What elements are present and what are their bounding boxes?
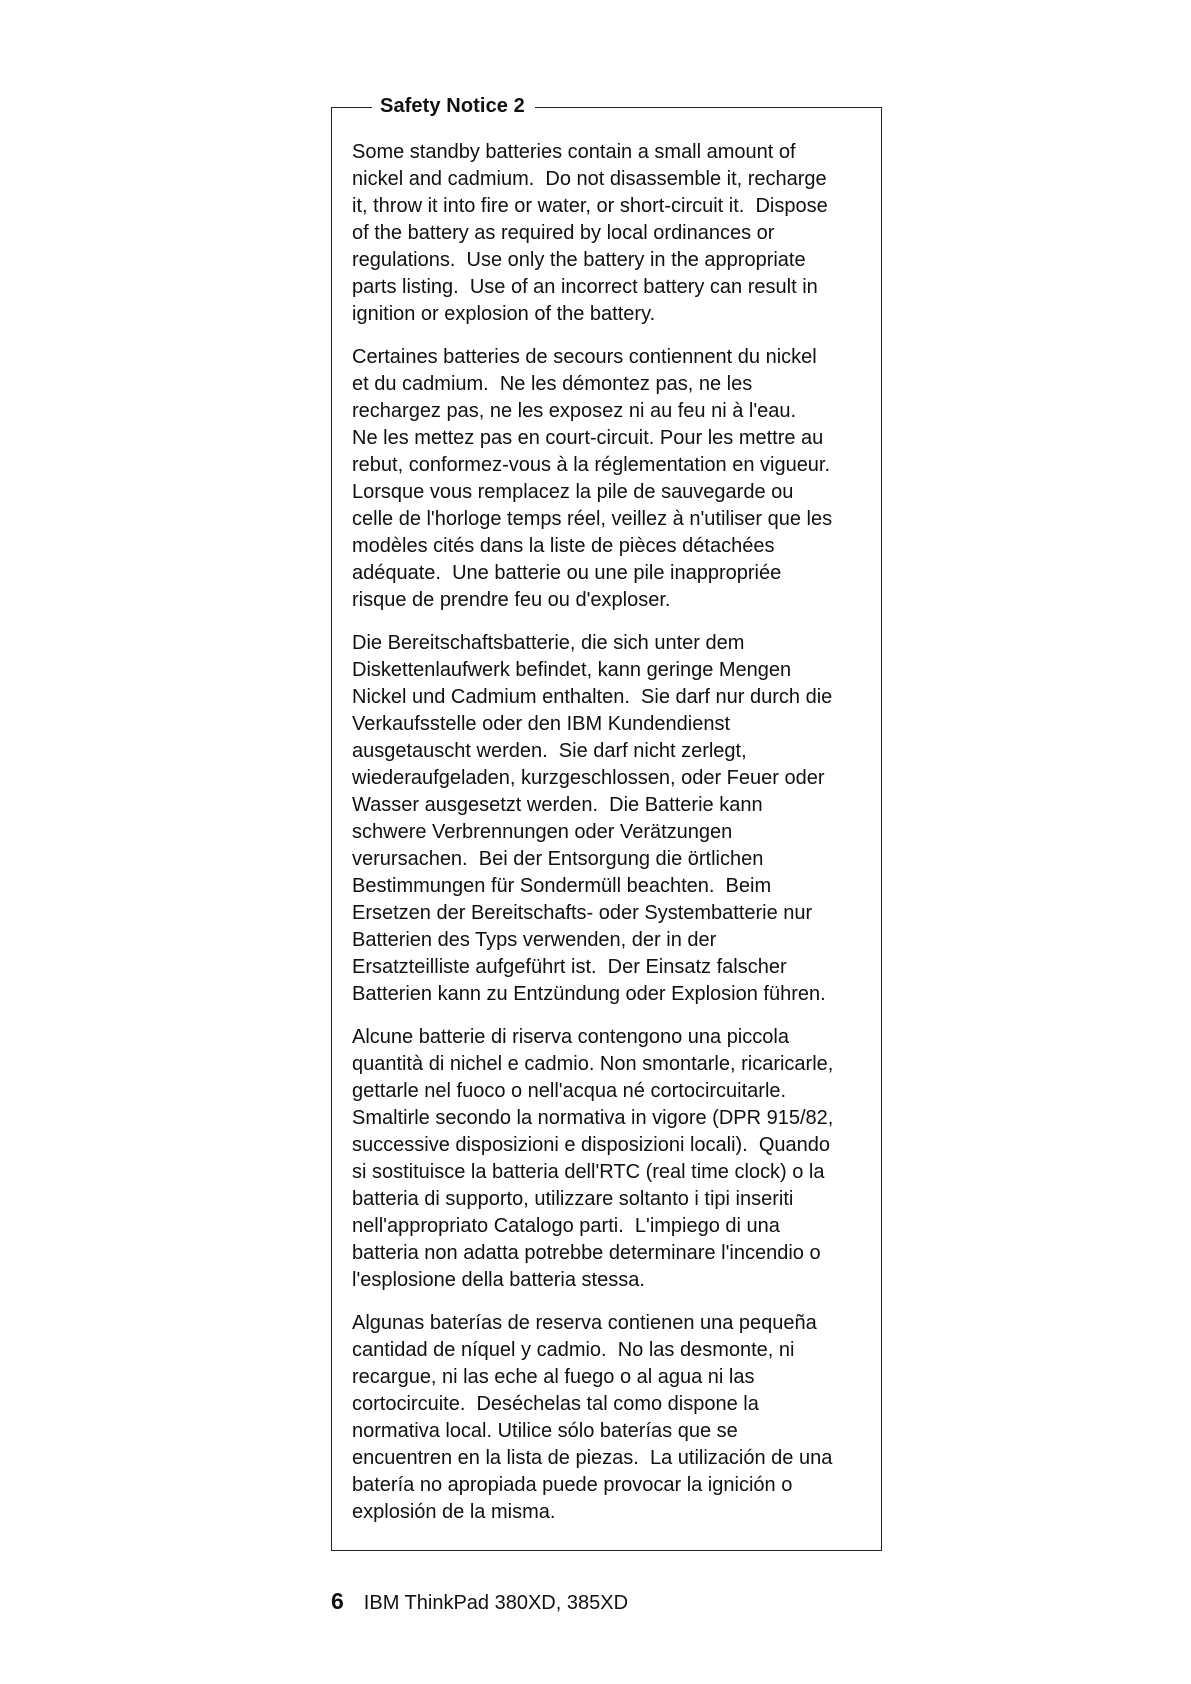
text-line: l'esplosione della batteria stessa.	[352, 1269, 645, 1291]
text-line: Ne les mettez pas en court-circuit. Pour les mettre au	[352, 427, 824, 449]
notice-title: Safety Notice 2	[372, 91, 535, 121]
text-line: Die Bereitschaftsbatterie, die sich unter dem	[352, 632, 745, 654]
safety-notice-box	[331, 95, 882, 1551]
text-line: Ersatzteilliste aufgeführt ist. Der Einsatz falscher	[352, 956, 787, 978]
text-line: rebut, conformez-vous à la réglementation en vigueur.	[352, 454, 831, 476]
text-line: verursachen. Bei der Entsorgung die örtlichen	[352, 848, 764, 870]
notice-body	[352, 139, 877, 1542]
text-line: successive disposizioni e disposizioni locali). Quando	[352, 1134, 831, 1156]
paragraph-english	[352, 139, 877, 328]
text-line: schwere Verbrennungen oder Verätzungen	[352, 821, 733, 843]
text-line: batería no apropiada puede provocar la ignición o	[352, 1474, 793, 1496]
text-line: Verkaufsstelle oder den IBM Kundendienst	[352, 713, 731, 735]
text-line: Lorsque vous remplacez la pile de sauvegarde ou	[352, 481, 794, 503]
text-line: parts listing. Use of an incorrect battery can result in	[352, 276, 818, 298]
text-line: Diskettenlaufwerk befindet, kann geringe Mengen	[352, 659, 792, 681]
text-line: risque de prendre feu ou d'exploser.	[352, 589, 671, 611]
text-line: cortocircuite. Deséchelas tal como dispone la	[352, 1393, 759, 1415]
text-line: celle de l'horloge temps réel, veillez à n'utiliser que les	[352, 508, 833, 530]
text-line: of the battery as required by local ordinances or	[352, 222, 775, 244]
text-line: encuentren en la lista de piezas. La utilización de una	[352, 1447, 833, 1469]
text-line: it, throw it into fire or water, or short-circuit it. Dispose	[352, 195, 828, 217]
text-line: ausgetauscht werden. Sie darf nicht zerlegt,	[352, 740, 747, 762]
text-line: Smaltirle secondo la normativa in vigore (DPR 915/82,	[352, 1107, 834, 1129]
text-line: recargue, ni las eche al fuego o al agua ni las	[352, 1366, 755, 1388]
text-line: regulations. Use only the battery in the appropriate	[352, 249, 806, 271]
text-line: Wasser ausgesetzt werden. Die Batterie kann	[352, 794, 763, 816]
text-line: Algunas baterías de reserva contienen una pequeña	[352, 1312, 817, 1334]
document-title: IBM ThinkPad 380XD, 385XD	[363, 1592, 629, 1614]
text-line: nell'appropriato Catalogo parti. L'impiego di una	[352, 1215, 780, 1237]
text-line: quantità di nichel e cadmio. Non smontarle, ricaricarle,	[352, 1053, 834, 1075]
paragraph-french	[352, 344, 877, 614]
text-line: Certaines batteries de secours contiennent du nickel	[352, 346, 817, 368]
text-line: Alcune batterie di riserva contengono una piccola	[352, 1026, 789, 1048]
paragraph-german	[352, 630, 877, 1008]
text-line: cantidad de níquel y cadmio. No las desmonte, ni	[352, 1339, 795, 1361]
text-line: modèles cités dans la liste de pièces détachées	[352, 535, 775, 557]
page-number: 6	[331, 1588, 344, 1614]
text-line: Ersetzen der Bereitschafts- oder Systembatterie nur	[352, 902, 813, 924]
text-line: batteria non adatta potrebbe determinare l'incendio o	[352, 1242, 821, 1264]
text-line: wiederaufgeladen, kurzgeschlossen, oder Feuer oder	[352, 767, 825, 789]
page-footer	[331, 1589, 628, 1615]
text-line: ignition or explosion of the battery.	[352, 303, 656, 325]
paragraph-italian	[352, 1024, 877, 1294]
text-line: nickel and cadmium. Do not disassemble it, recharge	[352, 168, 827, 190]
text-line: rechargez pas, ne les exposez ni au feu ni à l'eau.	[352, 400, 797, 422]
text-line: normativa local. Utilice sólo baterías que se	[352, 1420, 738, 1442]
text-line: Batterien kann zu Entzündung oder Explosion führen.	[352, 983, 826, 1005]
text-line: adéquate. Une batterie ou une pile inappropriée	[352, 562, 782, 584]
text-line: Nickel und Cadmium enthalten. Sie darf nur durch die	[352, 686, 833, 708]
text-line: explosión de la misma.	[352, 1501, 556, 1523]
text-line: gettarle nel fuoco o nell'acqua né cortocircuitarle.	[352, 1080, 787, 1102]
text-line: Some standby batteries contain a small amount of	[352, 141, 796, 163]
text-line: Bestimmungen für Sondermüll beachten. Beim	[352, 875, 772, 897]
text-line: Batterien des Typs verwenden, der in der	[352, 929, 717, 951]
text-line: et du cadmium. Ne les démontez pas, ne les	[352, 373, 753, 395]
paragraph-spanish	[352, 1310, 877, 1526]
text-line: batteria di supporto, utilizzare soltanto i tipi inseriti	[352, 1188, 794, 1210]
text-line: si sostituisce la batteria dell'RTC (real time clock) o la	[352, 1161, 825, 1183]
